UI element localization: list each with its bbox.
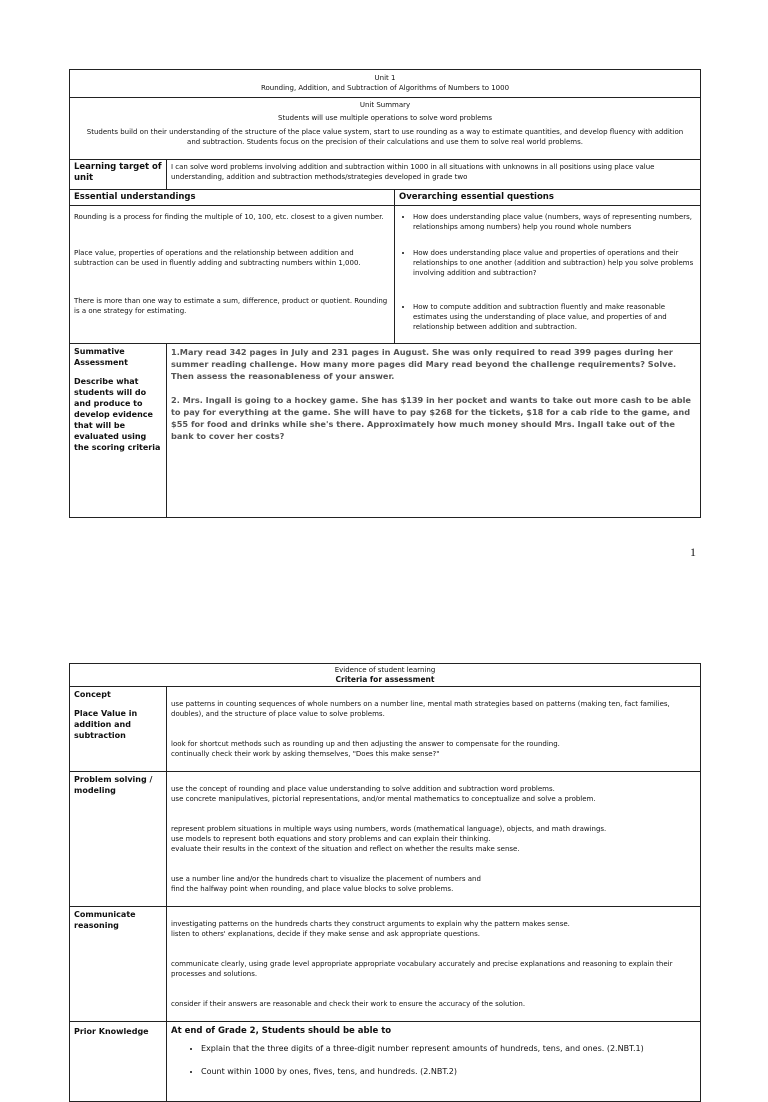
problem-para: use a number line and/or the hundreds chart to visualize the placement of numbers and find the halfway point when rounding, and place value blocks to solve problems. — [171, 875, 481, 893]
overarching-questions-list — [395, 206, 701, 344]
essential-item: Rounding is a process for finding the multiple of 10, 100, etc. closest to a given number. — [74, 213, 384, 221]
communicate-para: communicate clearly, using grade level appropriate appropriate vocabulary accurately and precise explanations and reasoning to explain their processes and solutions. — [171, 960, 673, 978]
unit-title: Rounding, Addition, and Subtraction of Algorithms of Numbers to 1000 — [260, 84, 510, 92]
essential-item: There is more than one way to estimate a sum, difference, product or quotient. Rounding is a one strategy for estimating. — [74, 297, 388, 315]
assessment-problem-2: 2. Mrs. Ingall is going to a hockey game. She has $139 in her pocket and wants to take out more cash to be able to pay for everything at the game. She will have to pay $268 for the tickets, $18 for a cab ride to the game, and $55 for food and drinks while she's there. Approximately how much money should Mrs. Ingall take out of the bank to cover her costs? — [171, 395, 691, 441]
summary-subtitle: Students will use multiple operations to solve word problems — [278, 114, 492, 122]
prior-knowledge-label: Prior Knowledge — [70, 1022, 167, 1102]
evidence-table — [69, 663, 701, 1102]
summative-description: Describe what students will do and produce to develop evidence that will be evaluated using the scoring criteria — [74, 377, 161, 452]
learning-target-text: I can solve word problems involving addition and subtraction within 1000 in all situations with unknowns in all positions using place value understanding, addition and subtraction methods/strategies developed in grade two — [167, 160, 701, 190]
essential-understandings-list — [70, 206, 395, 344]
unit-table — [69, 69, 701, 518]
problem-solving-label: Problem solving / modeling — [70, 772, 167, 907]
overarching-questions-header: Overarching essential questions — [395, 190, 701, 206]
summary-text: Students build on their understanding of the structure of the place value system, start to use rounding as a way to estimate quantities, and develop fluency with addition and subtraction. Students focus on the precision of their calculations and use them to solve real world problems. — [86, 128, 684, 146]
prior-item: • Count within 1000 by ones, fives, tens, and hundreds. (2.NBT.2) — [201, 1066, 696, 1077]
unit-header-cell — [70, 70, 701, 98]
summative-label: Summative Assessment — [74, 347, 128, 367]
unit-summary-cell — [70, 98, 701, 160]
question-item: • How does understanding place value (numbers, ways of representing numbers, relationships among numbers) help you round whole numbers — [413, 212, 696, 232]
unit-label: Unit 1 — [374, 74, 396, 82]
assessment-problems-cell — [167, 344, 701, 518]
essential-understandings-header: Essential understandings — [70, 190, 395, 206]
concept-label: Concept — [74, 690, 111, 699]
essential-item: Place value, properties of operations and the relationship between addition and subtraction can be used in fluently adding and subtracting numbers within 1,000. — [74, 249, 361, 267]
summative-assessment-cell — [70, 344, 167, 518]
concept-para: look for shortcut methods such as rounding up and then adjusting the answer to compensate for the rounding. continually check their work by asking themselves, "Does this make sense?" — [171, 740, 560, 758]
communicate-para: consider if their answers are reasonable and check their work to ensure the accuracy of the solution. — [171, 1000, 526, 1008]
problem-para: use the concept of rounding and place value understanding to solve addition and subtraction word problems. use concrete manipulatives, pictorial representations, and/or mental mathematics to conceptualize and solve a problem. — [171, 785, 596, 803]
prior-heading: At end of Grade 2, Students should be able to — [171, 1026, 392, 1036]
problem-para: represent problem situations in multiple ways using numbers, words (mathematical language), objects, and math drawings. use models to represent both equations and story problems and can explain their thinking. evaluate their results in the context of the situation and reflect on whether the results make sense. — [171, 825, 607, 853]
communicate-para: investigating patterns on the hundreds charts they construct arguments to explain why the pattern makes sense. listen to others' explanations, decide if they make sense and ask appropriate questions. — [171, 920, 570, 938]
page-number: 1 — [690, 545, 696, 559]
question-item: • How to compute addition and subtraction fluently and make reasonable estimates using the understanding of place value, and properties of and relationship between addition and subtraction. — [413, 302, 696, 332]
concept-sublabel: Place Value in addition and subtraction — [74, 709, 138, 740]
summary-label: Unit Summary — [359, 101, 411, 109]
evidence-subtitle: Criteria for assessment — [335, 675, 435, 684]
concept-criteria — [167, 687, 701, 772]
evidence-title: Evidence of student learning — [334, 666, 436, 674]
evidence-header-cell — [70, 664, 701, 687]
concept-label-cell — [70, 687, 167, 772]
problem-solving-criteria — [167, 772, 701, 907]
assessment-problem-1: 1.Mary read 342 pages in July and 231 pages in August. She was only required to read 399 pages during her summer reading challenge. How many more pages did Mary read beyond the challenge requirements? Solve. Then assess the reasonableness of your answer. — [171, 347, 677, 381]
learning-target-label: Learning target of unit — [70, 160, 167, 190]
communicate-reasoning-label: Communicate reasoning — [70, 907, 167, 1022]
prior-knowledge-content — [167, 1022, 701, 1102]
question-item: • How does understanding place value and properties of operations and their relationships to one another (addition and subtraction) help you solve problems involving addition and subtraction? — [413, 248, 696, 278]
concept-para: use patterns in counting sequences of whole numbers on a number line, mental math strategies based on patterns (making ten, fact families, doubles), and the structure of place value to solve problems. — [171, 700, 670, 718]
prior-item: • Explain that the three digits of a three-digit number represent amounts of hundreds, tens, and ones. (2.NBT.1) — [201, 1043, 696, 1054]
communicate-criteria — [167, 907, 701, 1022]
